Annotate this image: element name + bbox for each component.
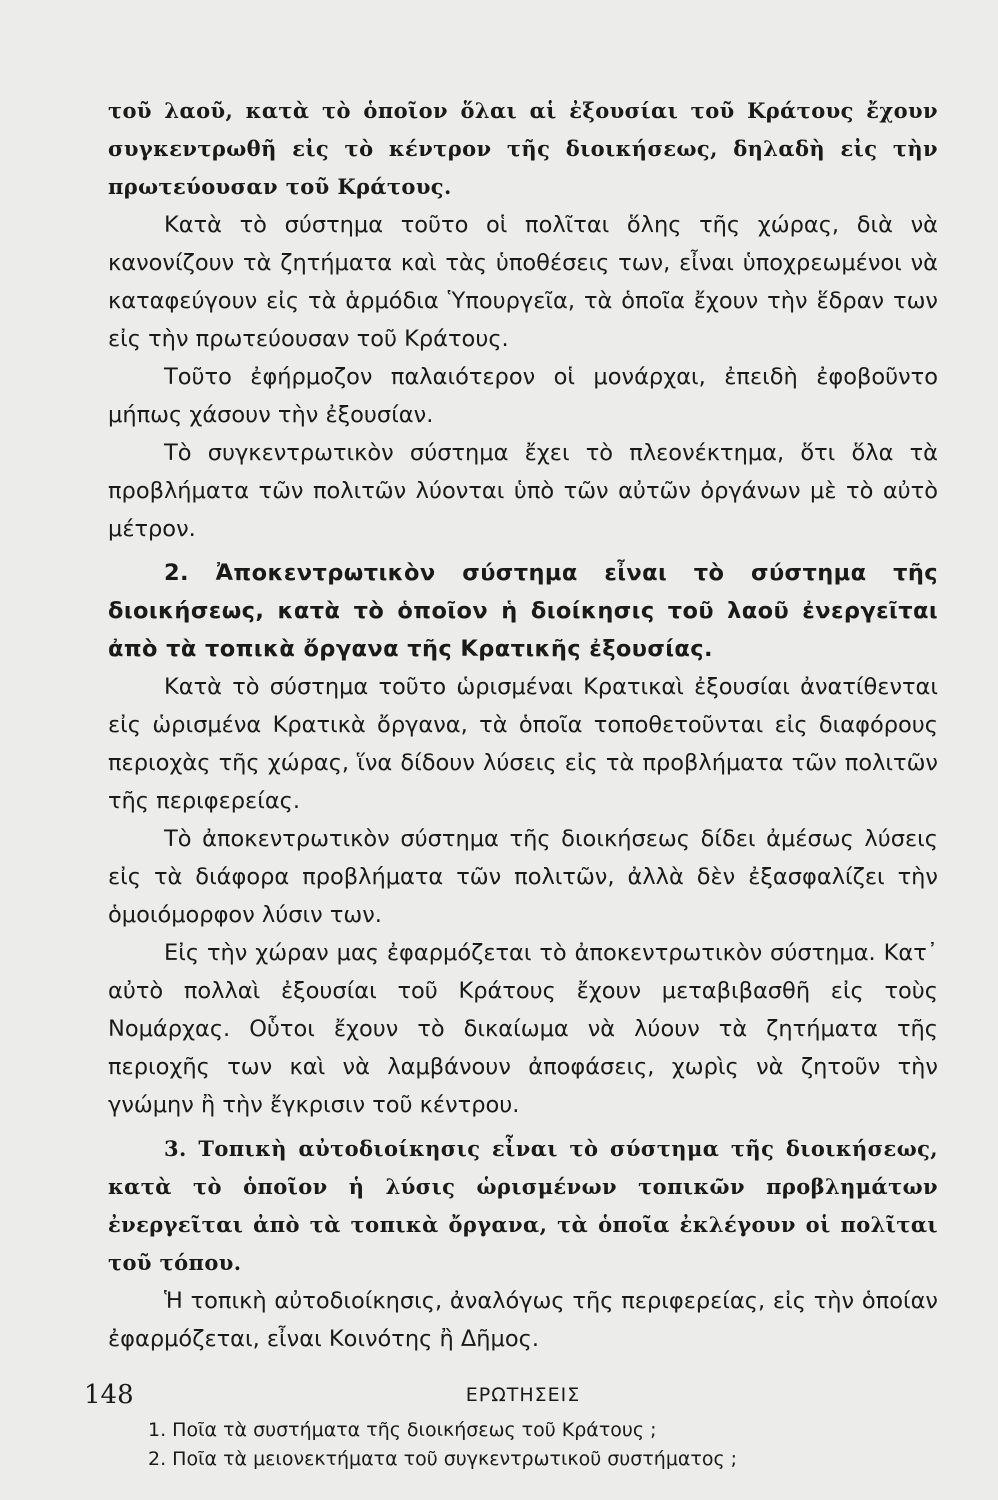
page-content bbox=[108, 92, 938, 1474]
page-number: 148 bbox=[84, 1380, 134, 1410]
paragraph-7: Εἰς τὴν χώραν μας ἐφαρμόζεται τὸ ἀποκεντρωτικὸν σύστημα. Κατ᾽ αὐτὸ πολλαὶ ἐξουσίαι τοῦ Κράτους ἔχουν μεταβιβασθῆ εἰς τοὺς Νομάρχας. Οὗτοι ἔχουν τὸ δικαίωμα νὰ λύουν τὰ ζητήματα τῆς περιοχῆς των καὶ νὰ λαμβάνουν ἀποφάσεις, χωρὶς νὰ ζητοῦν τὴν γνώμην ἢ τὴν ἔγκρισιν τοῦ κέντρου. bbox=[108, 940, 938, 1118]
question-1: 1. Ποῖα τὰ συστήματα τῆς διοικήσεως τοῦ Κράτους ; bbox=[148, 1419, 657, 1441]
paragraph-6: Τὸ ἀποκεντρωτικὸν σύστημα τῆς διοικήσεως δίδει ἀμέσως λύσεις εἰς τὰ διάφορα προβλήματα τῶν πολιτῶν, ἀλλὰ δὲν ἐξασφαλίζει τὴν ὁμοιόμορφον λύσιν των. bbox=[108, 826, 938, 928]
paragraph-2: Τοῦτο ἐφήρμοζον παλαιότερον οἱ μονάρχαι, ἐπειδὴ ἐφοβοῦντο μήπως χάσουν τὴν ἐξουσίαν. bbox=[108, 364, 938, 428]
questions-title: ΕΡΩΤΗΣΕΙΣ bbox=[465, 1384, 581, 1406]
paragraph-5: Κατὰ τὸ σύστημα τοῦτο ὡρισμέναι Κρατικαὶ ἐξουσίαι ἀνατίθενται εἰς ὡρισμένα Κρατικὰ ὄργανα, τὰ ὁποῖα τοποθετοῦνται εἰς διαφόρους περιοχὰς τῆς χώρας, ἵνα δίδουν λύσεις εἰς τὰ προβλήματα τῶν πολιτῶν τῆς περιφερείας. bbox=[108, 674, 938, 814]
paragraph-1: Κατὰ τὸ σύστημα τοῦτο οἱ πολῖται ὅλης τῆς χώρας, διὰ νὰ κανονίζουν τὰ ζητήματα καὶ τὰς ὑποθέσεις των, εἶναι ὑποχρεωμένοι νὰ καταφεύγουν εἰς τὰ ἁρμόδια Ὑπουργεῖα, τὰ ὁποῖα ἔχουν τὴν ἕδραν των εἰς τὴν πρωτεύουσαν τοῦ Κράτους. bbox=[108, 212, 938, 352]
question-2: 2. Ποῖα τὰ μειονεκτήματα τοῦ συγκεντρωτικοῦ συστήματος ; bbox=[148, 1448, 738, 1470]
paragraph-9: Ἡ τοπικὴ αὐτοδιοίκησις, ἀναλόγως τῆς περιφερείας, εἰς τὴν ὁποίαν ἐφαρμόζεται, εἶναι Κοινότης ἢ Δῆμος. bbox=[108, 1288, 938, 1352]
paragraph-3: Τὸ συγκεντρωτικὸν σύστημα ἔχει τὸ πλεονέκτημα, ὅτι ὅλα τὰ προβλήματα τῶν πολιτῶν λύονται ὑπὸ τῶν αὐτῶν ὀργάνων μὲ τὸ αὐτὸ μέτρον. bbox=[108, 440, 938, 542]
heading-decentralized: 2. Ἀποκεντρωτικὸν σύστημα εἶναι τὸ σύστημα τῆς διοικήσεως, κατὰ τὸ ὁποῖον ἡ διοίκησις τοῦ λαοῦ ἐνεργεῖται ἀπὸ τὰ τοπικὰ ὄργανα τῆς Κρατικῆς ἐξουσίας. bbox=[108, 560, 938, 662]
paragraph-0: τοῦ λαοῦ, κατὰ τὸ ὁποῖον ὅλαι αἱ ἐξουσίαι τοῦ Κράτους ἔχουν συγκεντρωθῆ εἰς τὸ κέντρον τῆς διοικήσεως, δηλαδὴ εἰς τὴν πρωτεύουσαν τοῦ Κράτους. bbox=[108, 98, 938, 199]
heading-local-government: 3. Τοπικὴ αὐτοδιοίκησις εἶναι τὸ σύστημα τῆς διοικήσεως, κατὰ τὸ ὁποῖον ἡ λύσις ὡρισμένων τοπικῶν προβλημάτων ἐνεργεῖται ἀπὸ τὰ τοπικὰ ὄργανα, τὰ ὁποῖα ἐκλέγουν οἱ πολῖται τοῦ τόπου. bbox=[108, 1136, 938, 1275]
